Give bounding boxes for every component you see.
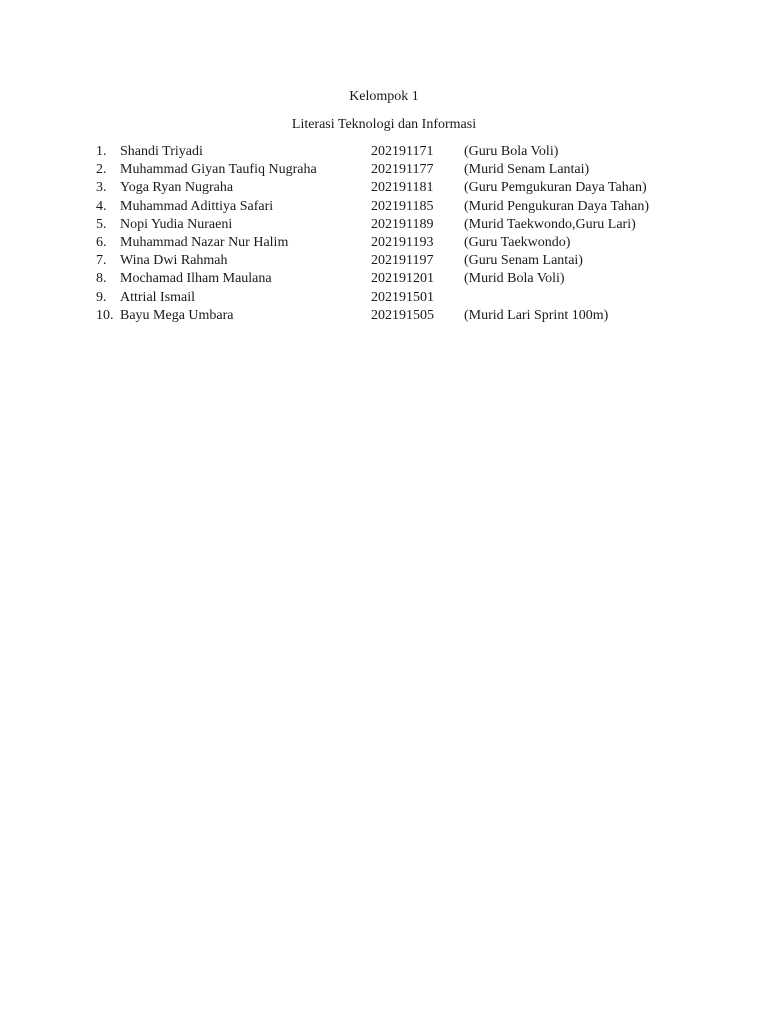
member-name: Wina Dwi Rahmah [120,253,228,269]
list-item [96,179,696,197]
member-name: Muhammad Giyan Taufiq Nugraha [120,162,317,178]
member-number: 6. [96,234,107,250]
member-nim: 202191181 [371,180,434,196]
member-nim: 202191171 [371,144,434,159]
list-item [96,161,696,179]
member-number: 2. [96,162,107,178]
document-title: Kelompok 1 [349,89,419,104]
list-item [96,270,696,288]
list-item [96,307,696,325]
list-item [96,143,696,161]
document-subtitle: Literasi Teknologi dan Informasi [291,117,477,132]
member-number: 4. [96,198,107,214]
member-nim: 202191185 [371,198,434,214]
member-number: 5. [96,216,107,232]
member-number: 8. [96,271,107,287]
member-number: 1. [96,144,107,159]
member-role: (Murid Lari Sprint 100m) [464,307,609,323]
member-nim: 202191177 [371,162,434,178]
member-nim: 202191197 [371,253,434,269]
member-role: (Murid Pengukuran Daya Tahan) [464,198,649,214]
member-name: Yoga Ryan Nugraha [120,180,234,196]
member-nim: 202191505 [371,307,434,323]
member-name: Nopi Yudia Nuraeni [120,216,233,232]
member-name: Shandi Triyadi [120,144,203,159]
member-role: (Murid Taekwondo,Guru Lari) [464,216,636,232]
member-nim: 202191193 [371,234,434,250]
member-role: (Guru Pemgukuran Daya Tahan) [464,180,647,196]
list-item [96,234,696,252]
list-item [96,216,696,234]
member-number: 10. [96,307,114,323]
member-name: Mochamad Ilham Maulana [120,271,272,287]
list-item [96,289,696,307]
member-nim: 202191189 [371,216,434,232]
member-nim: 202191501 [371,289,434,305]
member-number: 9. [96,289,107,305]
list-item [96,252,696,270]
member-number: 7. [96,253,107,269]
member-role: (Guru Bola Voli) [464,144,559,159]
member-list [96,143,696,325]
member-name: Bayu Mega Umbara [120,307,234,323]
member-role: (Murid Bola Voli) [464,271,565,287]
member-nim: 202191201 [371,271,434,287]
member-number: 3. [96,180,107,196]
member-role: (Guru Taekwondo) [464,234,571,250]
member-role: (Murid Senam Lantai) [464,162,590,178]
member-role: (Guru Senam Lantai) [464,253,583,269]
member-name: Attrial Ismail [120,289,196,305]
member-name: Muhammad Nazar Nur Halim [120,234,289,250]
member-name: Muhammad Adittiya Safari [120,198,274,214]
list-item [96,198,696,216]
